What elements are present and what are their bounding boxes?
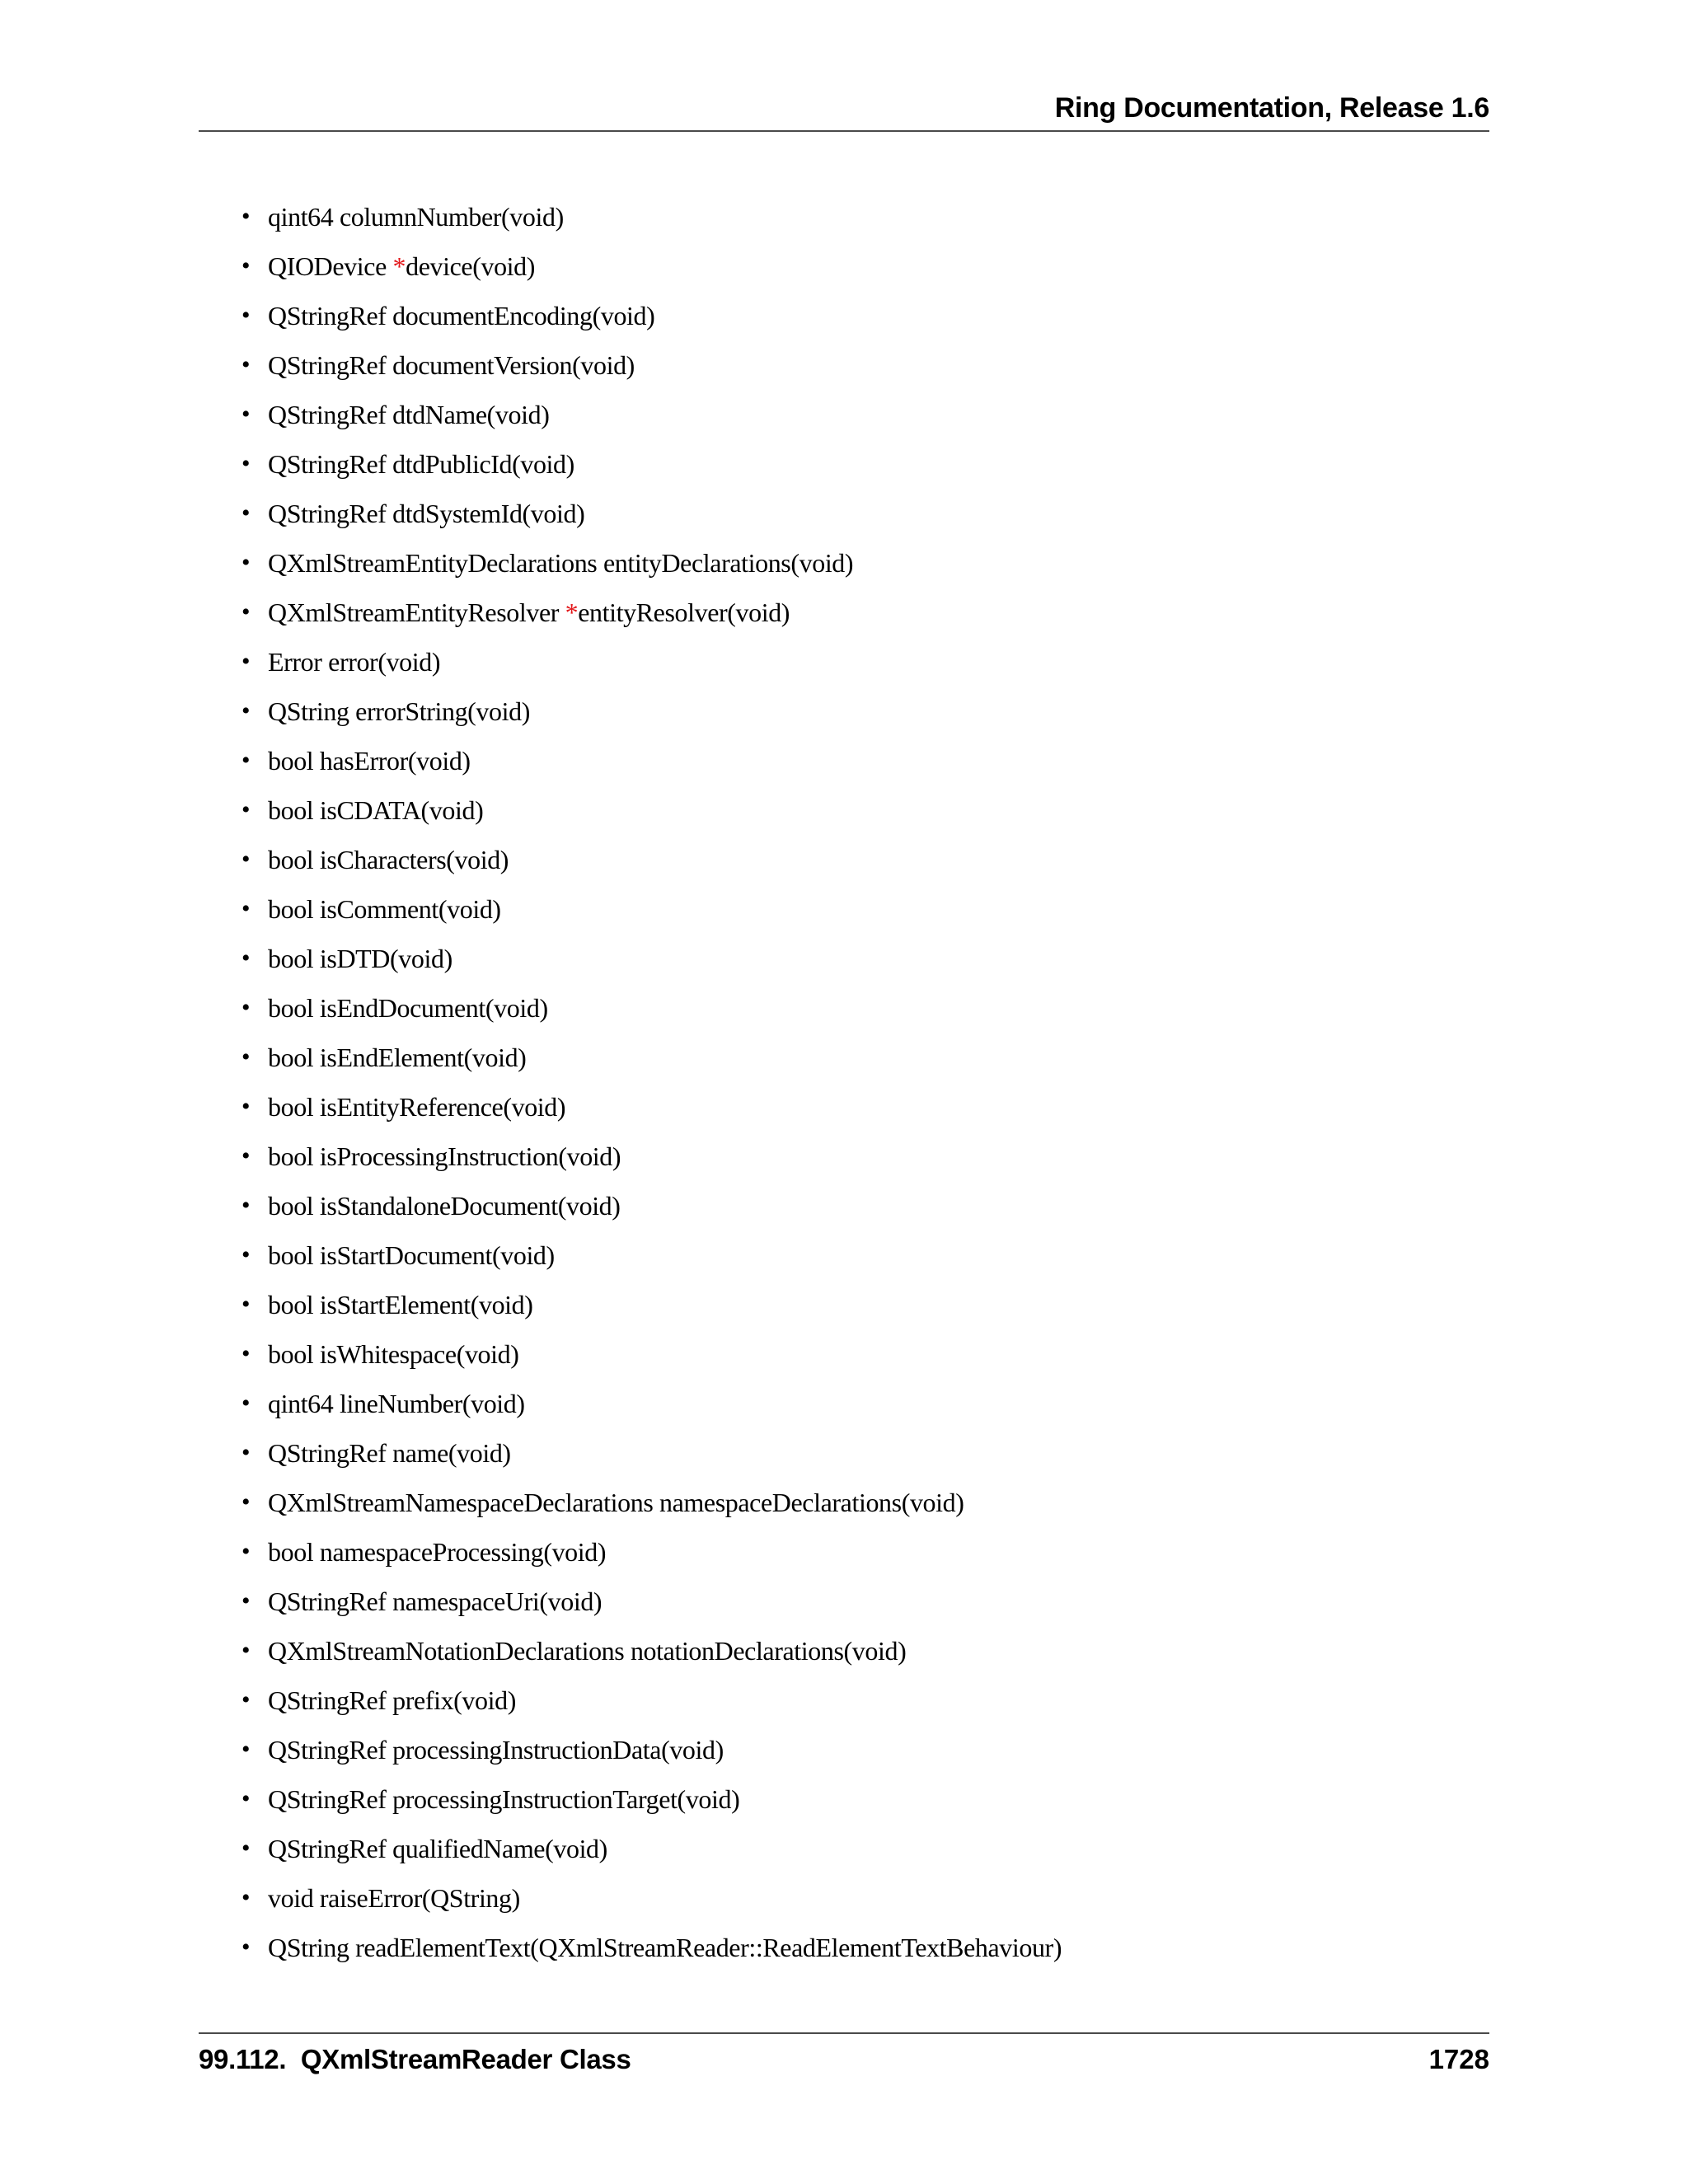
- method-signature: errorString(void): [355, 696, 530, 726]
- method-list-item: [199, 1132, 1489, 1181]
- bullet-icon: •: [241, 648, 251, 675]
- return-type: bool: [268, 993, 314, 1023]
- return-type: bool: [268, 1290, 314, 1319]
- method-signature: notationDeclarations(void): [630, 1636, 907, 1666]
- pointer-asterisk: *: [392, 251, 406, 281]
- bullet-icon: •: [241, 203, 251, 230]
- bullet-icon: •: [241, 401, 251, 428]
- pointer-asterisk: *: [565, 598, 579, 627]
- method-list-item: [199, 884, 1489, 934]
- bullet-icon: •: [241, 1736, 251, 1763]
- bullet-icon: •: [241, 549, 251, 576]
- method-list-item: [199, 340, 1489, 390]
- bullet-icon: •: [241, 994, 251, 1021]
- method-list-item: [199, 1774, 1489, 1824]
- bullet-icon: •: [241, 252, 251, 279]
- method-list-item: [199, 1725, 1489, 1774]
- return-type: qint64: [268, 202, 334, 232]
- method-list-item: [199, 1082, 1489, 1132]
- method-signature: raiseError(QString): [319, 1883, 520, 1913]
- method-list-item: [199, 439, 1489, 489]
- bullet-icon: •: [241, 1785, 251, 1812]
- return-type: QStringRef: [268, 400, 387, 429]
- method-list-item: [199, 1675, 1489, 1725]
- return-type: QStringRef: [268, 301, 387, 330]
- bullet-icon: •: [241, 944, 251, 972]
- method-signature: isStartDocument(void): [319, 1240, 555, 1270]
- method-list-item: [199, 241, 1489, 291]
- return-type: bool: [268, 795, 314, 825]
- return-type: qint64: [268, 1389, 334, 1418]
- method-signature: isEntityReference(void): [319, 1092, 566, 1122]
- bullet-icon: •: [241, 1686, 251, 1713]
- bullet-icon: •: [241, 1637, 251, 1664]
- method-signature: prefix(void): [392, 1685, 516, 1715]
- method-signature: entityResolver(void): [578, 598, 790, 627]
- method-signature: error(void): [328, 647, 441, 677]
- return-type: bool: [268, 1043, 314, 1072]
- method-signature: dtdPublicId(void): [392, 449, 574, 479]
- bullet-icon: •: [241, 697, 251, 724]
- bullet-icon: •: [241, 1488, 251, 1516]
- bullet-icon: •: [241, 598, 251, 626]
- return-type: bool: [268, 845, 314, 874]
- method-signature: qualifiedName(void): [392, 1834, 607, 1863]
- page-header: [199, 89, 1489, 132]
- method-list-item: [199, 538, 1489, 588]
- method-signature: isDTD(void): [319, 944, 452, 973]
- method-signature: readElementText(QXmlStreamReader::ReadElementTextBehaviour): [355, 1933, 1062, 1962]
- return-type: QStringRef: [268, 1685, 387, 1715]
- bullet-icon: •: [241, 450, 251, 477]
- bullet-icon: •: [241, 1884, 251, 1911]
- method-signature: entityDeclarations(void): [603, 548, 854, 578]
- method-list-item: [199, 835, 1489, 884]
- return-type: bool: [268, 1191, 314, 1221]
- bullet-icon: •: [241, 1390, 251, 1417]
- bullet-icon: •: [241, 1291, 251, 1318]
- bullet-icon: •: [241, 1241, 251, 1268]
- method-signature: name(void): [392, 1438, 511, 1468]
- return-type: QStringRef: [268, 350, 387, 380]
- method-list-item: [199, 1478, 1489, 1527]
- method-signature: isEndDocument(void): [319, 993, 548, 1023]
- method-signature: dtdName(void): [392, 400, 550, 429]
- method-signature: isEndElement(void): [319, 1043, 527, 1072]
- bullet-icon: •: [241, 1043, 251, 1071]
- method-list-item: [199, 1329, 1489, 1379]
- bullet-icon: •: [241, 1093, 251, 1120]
- method-list-item: [199, 192, 1489, 241]
- return-type: QXmlStreamNotationDeclarations: [268, 1636, 625, 1666]
- method-list-item: [199, 637, 1489, 687]
- method-signature: documentEncoding(void): [392, 301, 655, 330]
- method-list-item: [199, 983, 1489, 1033]
- return-type: bool: [268, 894, 314, 924]
- method-list-item: [199, 1428, 1489, 1478]
- page-footer: [199, 2032, 1489, 2083]
- bullet-icon: •: [241, 1933, 251, 1961]
- method-signature: isStandaloneDocument(void): [319, 1191, 621, 1221]
- return-type: QStringRef: [268, 1784, 387, 1814]
- bullet-icon: •: [241, 1835, 251, 1862]
- bullet-icon: •: [241, 1192, 251, 1219]
- bullet-icon: •: [241, 1587, 251, 1615]
- method-list-item: [199, 1379, 1489, 1428]
- method-list-item: [199, 390, 1489, 439]
- return-type: void: [268, 1883, 314, 1913]
- method-list-item: [199, 785, 1489, 835]
- return-type: QStringRef: [268, 1438, 387, 1468]
- method-signature: lineNumber(void): [340, 1389, 525, 1418]
- page-number: 1728: [1428, 2044, 1489, 2074]
- method-signature: isWhitespace(void): [319, 1339, 519, 1369]
- bullet-icon: •: [241, 1340, 251, 1367]
- bullet-icon: •: [241, 895, 251, 922]
- method-signature: processingInstructionData(void): [392, 1735, 724, 1765]
- return-type: QStringRef: [268, 1735, 387, 1765]
- method-signature: columnNumber(void): [340, 202, 564, 232]
- return-type: bool: [268, 1339, 314, 1369]
- method-signature: namespaceUri(void): [392, 1586, 603, 1616]
- section-title: 99.112. QXmlStreamReader Class: [199, 2044, 631, 2074]
- method-signature: isCDATA(void): [319, 795, 484, 825]
- method-signature: hasError(void): [319, 746, 471, 776]
- method-signature: isComment(void): [319, 894, 501, 924]
- method-list-item: [199, 1230, 1489, 1280]
- method-signature: dtdSystemId(void): [392, 499, 585, 528]
- bullet-icon: •: [241, 1439, 251, 1466]
- return-type: bool: [268, 746, 314, 776]
- return-type: bool: [268, 1141, 314, 1171]
- method-list-item: [199, 291, 1489, 340]
- method-signature: isProcessingInstruction(void): [319, 1141, 621, 1171]
- bullet-icon: •: [241, 302, 251, 329]
- return-type: QString: [268, 696, 349, 726]
- method-signature: namespaceDeclarations(void): [659, 1488, 964, 1517]
- return-type: bool: [268, 1537, 314, 1567]
- method-signature: processingInstructionTarget(void): [392, 1784, 740, 1814]
- return-type: bool: [268, 1092, 314, 1122]
- method-list-item: [199, 588, 1489, 637]
- bullet-icon: •: [241, 846, 251, 873]
- method-list-item: [199, 1033, 1489, 1082]
- method-signature: device(void): [406, 251, 536, 281]
- method-list-item: [199, 1923, 1489, 1972]
- return-type: QStringRef: [268, 449, 387, 479]
- return-type: QXmlStreamNamespaceDeclarations: [268, 1488, 654, 1517]
- method-list-item: [199, 1873, 1489, 1923]
- bullet-icon: •: [241, 1538, 251, 1565]
- method-list-item: [199, 1577, 1489, 1626]
- bullet-icon: •: [241, 796, 251, 823]
- return-type: QXmlStreamEntityDeclarations: [268, 548, 598, 578]
- method-list-item: [199, 489, 1489, 538]
- method-list: [199, 192, 1489, 1972]
- method-signature: documentVersion(void): [392, 350, 635, 380]
- return-type: QXmlStreamEntityResolver: [268, 598, 560, 627]
- method-list-item: [199, 736, 1489, 785]
- method-list-item: [199, 1527, 1489, 1577]
- return-type: QStringRef: [268, 1834, 387, 1863]
- return-type: QStringRef: [268, 1586, 387, 1616]
- method-list-item: [199, 1824, 1489, 1873]
- method-list-item: [199, 934, 1489, 983]
- return-type: QIODevice: [268, 251, 387, 281]
- return-type: QString: [268, 1933, 349, 1962]
- bullet-icon: •: [241, 1142, 251, 1169]
- return-type: bool: [268, 1240, 314, 1270]
- bullet-icon: •: [241, 747, 251, 774]
- return-type: Error: [268, 647, 322, 677]
- return-type: QStringRef: [268, 499, 387, 528]
- method-signature: isCharacters(void): [319, 845, 509, 874]
- method-list-item: [199, 1280, 1489, 1329]
- bullet-icon: •: [241, 351, 251, 378]
- return-type: bool: [268, 944, 314, 973]
- document-title: Ring Documentation, Release 1.6: [1054, 92, 1489, 124]
- method-list-item: [199, 1626, 1489, 1675]
- method-list-item: [199, 687, 1489, 736]
- method-list-item: [199, 1181, 1489, 1230]
- method-signature: isStartElement(void): [319, 1290, 533, 1319]
- method-signature: namespaceProcessing(void): [319, 1537, 607, 1567]
- bullet-icon: •: [241, 499, 251, 527]
